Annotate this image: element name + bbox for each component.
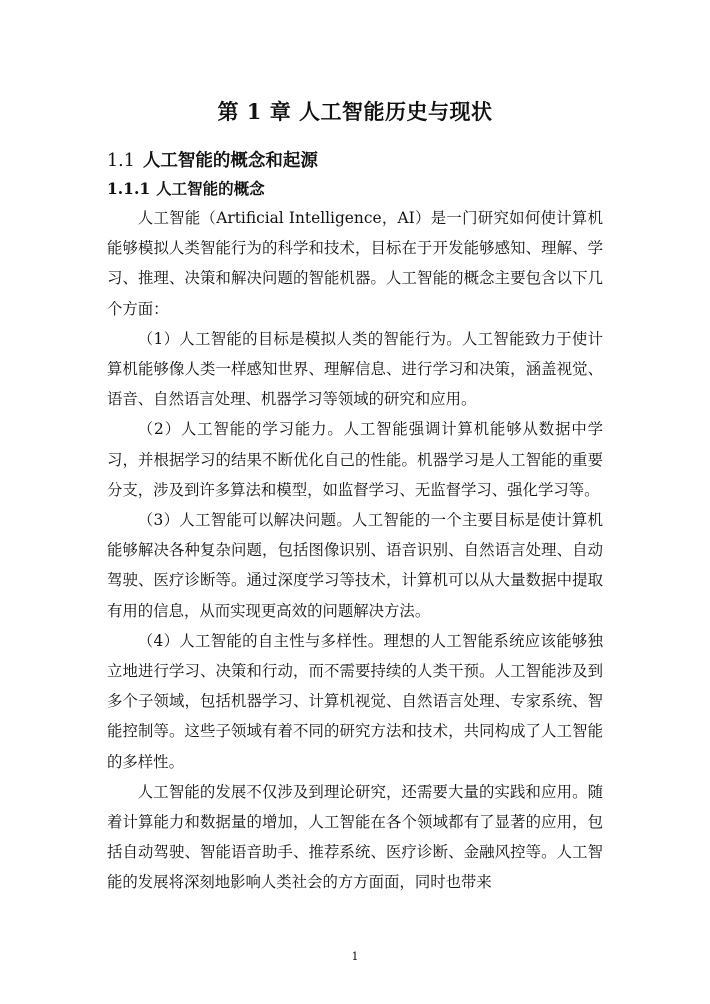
subsection-number: 1.1.1 <box>107 179 151 198</box>
paragraph-intro: 人工智能（Artificial Intelligence，AI）是一门研究如何使计算机能够模拟人类智能行为的科学和技术，目标在于开发能够感知、理解、学习、推理、决策和解决问题的智能机器。人工智能的概念主要包含以下几个方面： <box>107 209 603 318</box>
paragraph-point-1: （1）人工智能的目标是模拟人类的智能行为。人工智能致力于使计算机能够像人类一样感知世界、理解信息、进行学习和决策，涵盖视觉、语音、自然语言处理、机器学习等领域的研究和应用。 <box>107 329 603 409</box>
section-heading <box>107 147 318 172</box>
section-title: 人工智能的概念和起源 <box>142 151 318 171</box>
page-number: 1 <box>351 950 359 963</box>
paragraph-development: 人工智能的发展不仅涉及到理论研究，还需要大量的实践和应用。随着计算能力和数据量的增加，人工智能在各个领域都有了显著的应用，包括自动驾驶、智能语音助手、推荐系统、医疗诊断、金融风控等。人工智能的发展将深刻地影响人类社会的方方面面，同时也带来 <box>107 782 603 892</box>
paragraph-point-2: （2）人工智能的学习能力。人工智能强调计算机能够从数据中学习，并根据学习的结果不断优化自己的性能。机器学习是人工智能的重要分支，涉及到许多算法和模型，如监督学习、无监督学习、强化学习等。 <box>107 420 603 499</box>
chapter-title: 第 1 章 人工智能历史与现状 <box>217 99 493 124</box>
subsection-title: 人工智能的概念 <box>156 179 265 198</box>
section-number: 1.1 <box>107 151 135 171</box>
subsection-heading <box>107 177 265 199</box>
paragraph-point-4: （4）人工智能的自主性与多样性。理想的人工智能系统应该能够独立地进行学习、决策和行动，而不需要持续的人类干预。人工智能涉及到多个子领域，包括机器学习、计算机视觉、自然语言处理、专家系统、智能控制等。这些子领域有着不同的研究方法和技术，共同构成了人工智能的多样性。 <box>107 631 603 771</box>
paragraph-point-3: （3）人工智能可以解决问题。人工智能的一个主要目标是使计算机能够解决各种复杂问题，包括图像识别、语音识别、自然语言处理、自动驾驶、医疗诊断等。通过深度学习等技术，计算机可以从大量数据中提取有用的信息，从而实现更高效的问题解决方法。 <box>107 511 603 620</box>
body-text <box>107 203 603 898</box>
